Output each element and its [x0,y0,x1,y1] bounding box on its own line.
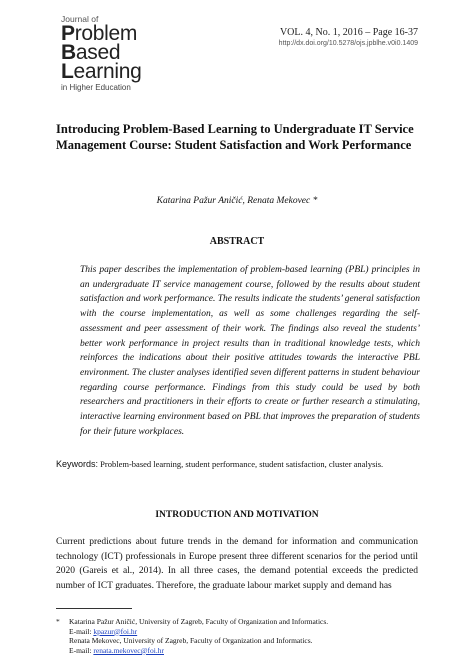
footnote-author1: Katarina Pažur Aničić, University of Zagreb, Faculty of Organization and Informatics. [69,617,329,626]
footnote-email-label2: E-mail: [69,645,94,655]
logo-initial-p: P [61,22,75,45]
journal-logo [61,14,171,93]
footnote [56,617,436,655]
paper-title: Introducing Problem-Based Learning to Undergraduate IT Service Management Course: Student Satisfaction and Work Performance [56,122,414,152]
logo-journal-of: Journal of [61,14,99,24]
footnote-author1-line [56,617,436,627]
email-link-author2[interactable]: renata.mekovec@foi.hr [93,645,164,655]
footnote-email2-line [56,646,436,656]
section-heading-introduction: INTRODUCTION AND MOTIVATION [155,510,319,520]
footnote-author2: Renata Mekovec, University of Zagreb, Faculty of Organization and Informatics. [69,636,313,646]
intro-paragraph: Current predictions about future trends in the demand for information and communication technology (ICT) professionals in Europe present three different scenarios for the period until 2020 (Gareis et al., 2014). In all three cases, the demand potential exceeds the predicted number of ICT graduates. Therefore, the graduate labour market supply and demand has [56,537,418,591]
logo-rest-problem: roblem [74,22,138,45]
footnote-marker: * [56,617,60,626]
keywords-line [56,458,426,470]
volume-info: VOL. 4, No. 1, 2016 – Page 16-37 [279,27,418,38]
journal-info [279,27,418,48]
footnote-email1-line [56,627,436,637]
keywords-text: Problem-based learning, student performance, student satisfaction, cluster analysis. [100,459,384,469]
footnote-email-label1: E-mail: [69,626,94,636]
keywords-label: Keywords: [56,459,99,469]
footnote-author2-line [56,636,436,646]
logo-tagline: in Higher Education [61,83,131,92]
logo-rest-learning: earning [73,60,142,83]
logo-word-learning [61,62,171,81]
abstract-text: This paper describes the implementation of problem-based learning (PBL) principles in an undergraduate IT service management course, followed by the results about student satisfaction and work performance. The results indicate the students’ general satisfaction with the course implementation, as well as some challenges regarding the self-assessment and peer assessment of their work. The findings also reveal the students’ better work performance in project results than in traditional knowledge tests, which reinforces the indications about their positive attitudes towards the interactive PBL environment. The cluster analyses identified seven different patterns in student behaviour regarding course performance. Findings from this study could be used by both researchers and practitioners in their efforts to create or further research a stimulating, interactive learning environment based on PBL that improves the preparation of students for their future workplaces. [80,265,420,437]
logo-initial-b: B [61,41,76,64]
doi-link[interactable]: http://dx.doi.org/10.5278/ojs.jpblhe.v0i0.1409 [278,40,418,47]
logo-rest-based: ased [75,41,121,64]
abstract-heading: ABSTRACT [209,236,265,247]
footnote-divider [56,608,132,609]
logo-initial-l: L [61,60,74,83]
email-link-author1[interactable]: kpazur@foi.hr [93,626,138,636]
paper-authors: Katarina Pažur Aničić, Renata Mekovec * [156,196,318,206]
